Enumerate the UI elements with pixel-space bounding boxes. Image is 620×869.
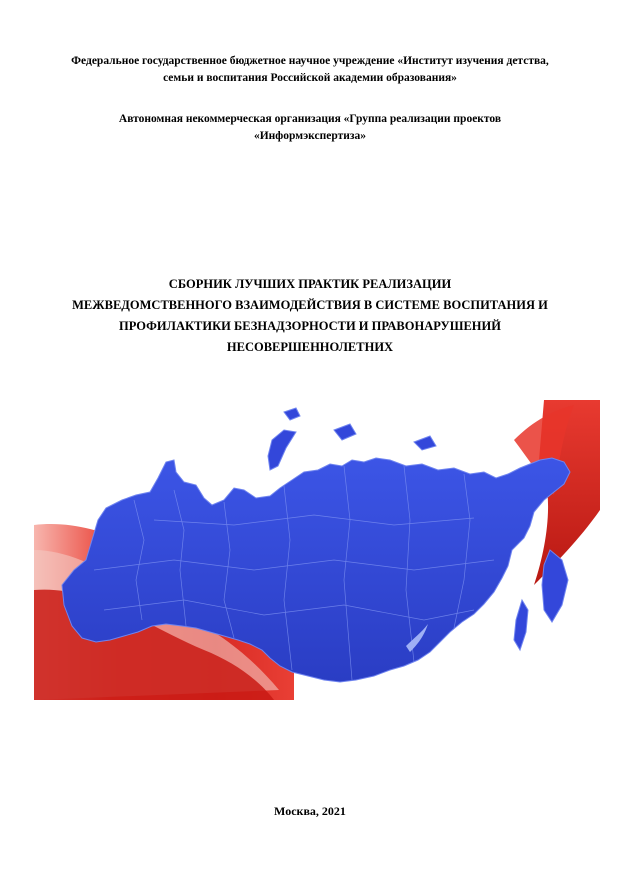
- title-line-4: НЕСОВЕРШЕННОЛЕТНИХ: [226, 340, 394, 354]
- kamchatka-shape: [542, 550, 568, 622]
- title-line-1: СБОРНИК ЛУЧШИХ ПРАКТИК РЕАЛИЗАЦИИ: [168, 277, 452, 291]
- novaya-zemlya-shape: [268, 430, 296, 470]
- org2-line-2: «Информэкспертиза»: [253, 130, 366, 142]
- sakhalin-shape: [514, 600, 528, 650]
- title-line-3: ПРОФИЛАКТИКИ БЕЗНАДЗОРНОСТИ И ПРАВОНАРУШЕНИЙ: [119, 319, 501, 333]
- org1-line-1: Федеральное государственное бюджетное научное учреждение «Институт изучения детства,: [71, 55, 549, 67]
- org2-line-1: Автономная некоммерческая организация «Группа реализации проектов: [118, 113, 502, 125]
- document-title: [0, 274, 620, 358]
- russia-map-with-red-ribbon-icon: [34, 400, 600, 700]
- organization-primary: [0, 53, 620, 87]
- place-year: Москва, 2021: [274, 804, 346, 818]
- org1-line-2: семьи и воспитания Российской академии образования»: [163, 72, 457, 84]
- title-line-2: МЕЖВЕДОМСТВЕННОГО ВЗАИМОДЕЙСТВИЯ В СИСТЕМЕ ВОСПИТАНИЯ И: [72, 298, 548, 312]
- organization-secondary: [0, 111, 620, 145]
